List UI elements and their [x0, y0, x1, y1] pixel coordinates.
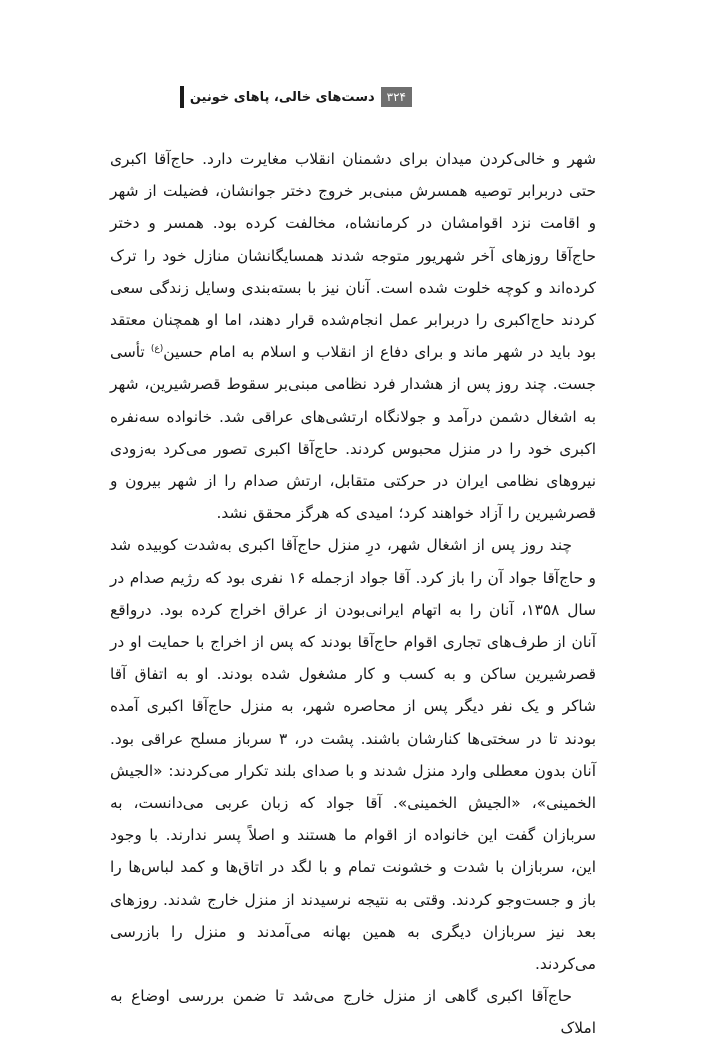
- paragraph: حاج‌آقا اکبری گاهی از منزل خارج می‌شد تا ضمن بررسی اوضاع به املاک: [110, 987, 596, 1038]
- running-title: دست‌های خالی، پاهای خونین: [189, 89, 375, 105]
- body-text: [110, 143, 596, 1045]
- paragraph: چند روز پس از اشغال شهر، درِ منزل حاج‌آقا اکبری به‌شدت کوبیده شد و حاج‌آقا جواد آن را باز کرد. آقا جواد ازجمله ۱۶ نفری بود که رژیم صدام در سال ۱۳۵۸، آنان را به اتهام ایرانی‌بودن از عراق اخراج کرده بود. درواقع آنان از طرف‌های تجاری اقوام حاج‌آقا بودند که پس از اخراج با حمایت او در قصرشیرین ساکن و به کسب و کار مشغول شده بودند. او به اتفاق آقا شاکر و یک نفر دیگر پس از محاصره شهر، به منزل حاج‌آقا اکبری آمده بودند تا در سختی‌ها کنارشان باشند. پشت در، ۳ سرباز مسلح عراقی بود. آنان بدون معطلی وارد منزل شدند و با صدای بلند تکرار می‌کردند: «الجیش الخمینی»، «الجیش الخمینی». آقا جواد که زبان عربی می‌دانست، به سربازان گفت این خانواده از اقوام ما هستند و اصلاً پسر ندارند. با وجود این، سربازان با شدت و خشونت تمام و با لگد در اتاق‌ها و کمد لباس‌ها را باز و جست‌وجو کردند. وقتی به نتیجه نرسیدند از منزل خارج شدند. روزهای بعد نیز سربازان دیگری به همین بهانه می‌آمدند و منزل را بازرسی می‌کردند.: [110, 536, 596, 974]
- page-number: ۳۲۴: [381, 87, 412, 107]
- header-divider: [180, 86, 184, 108]
- paragraph-text: شهر و خالی‌کردن میدان برای دشمنان انقلاب مغایرت دارد. حاج‌آقا اکبری حتی دربرابر توصیه همسرش مبنی‌بر خروج دختر جوانشان، فضیلت از شهر و اقامت نزد اقوامشان در کرمانشاه، مخالفت کرده بود. همسر و دختر حاج‌آقا روزهای آخر شهریور متوجه شدند همسایگانشان منازل خود را ترک کرده‌اند و کوچه خلوت شده است. آنان نیز با بسته‌بندی وسایل زندگی سعی کردند حاج‌اکبری را دربرابر عمل انجام‌شده قرار دهند، اما او همچنان معتقد بود باید در شهر ماند و برای دفاع از انقلاب و اسلام به امام حسین: [110, 150, 596, 362]
- honorific-superscript: (ع): [150, 344, 164, 355]
- running-header: [180, 82, 412, 112]
- paragraph: [110, 143, 596, 529]
- paragraph-text-continued: تأسی جست. چند روز پس از هشدار فرد نظامی مبنی‌بر سقوط قصرشیرین، شهر به اشغال دشمن درآمد و جولانگاه ارتشی‌های عراقی شد. خانواده سه‌نفره اکبری خود را در منزل محبوس کردند. حاج‌آقا اکبری تصور می‌کرد به‌زودی نیروهای نظامی ایران در حرکتی متقابل، ارتش صدام را از شهر بیرون و قصرشیرین را آزاد خواهند کرد؛ امیدی که هرگز محقق نشد.: [110, 343, 596, 523]
